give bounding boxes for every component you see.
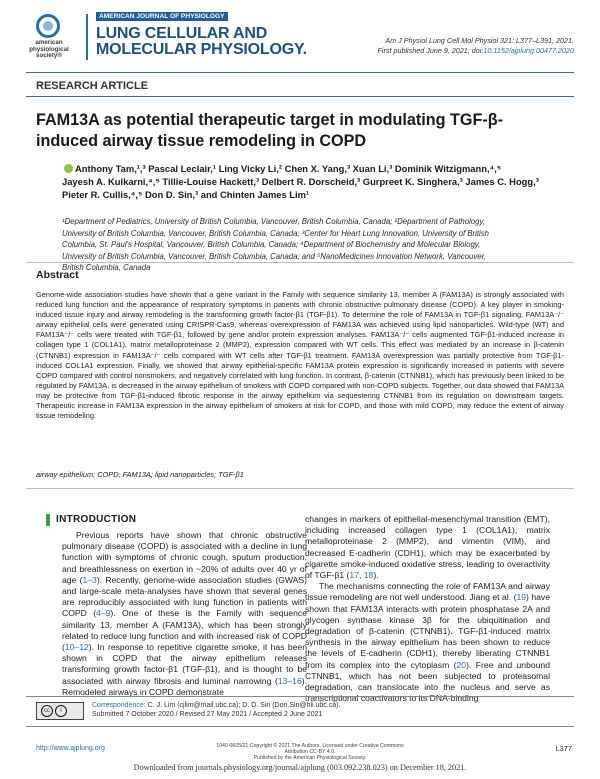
intro-paragraph: Previous reports have shown that chronic obstructive pulmonary disease (COPD) is associated with a decline in lung function with symptoms of chronic cough, sputum production, and breathlessness on exertion in ~20% of adults over 40 yr of age (1–3). Recently, genome-wide association studies (GWAS) and large-scale meta-analyses have shown that several genes are reproducibly associated with lung function in patients with COPD (4–9). One of these is the Family with sequence similarity 13, member A (FAM13A), which has been strongly related to reduce lung function and with increased risk of COPD (10–12). In response to repetitive cigarette smoke, it has been shown in COPD that the airway epithelium releases transforming growth factor-β1 (TGF-β1), and is thought to be associated with airway fibrosis and luminal narrowing (13–16). Remodeled airways in COPD demonstrate: [62, 530, 308, 697]
authors-line3: Pieter R. Cullis,⁴,⁵ Don D. Sin,³ and Chinten James Lim¹: [62, 189, 310, 201]
journal-parent: AMERICAN JOURNAL OF PHYSIOLOGY: [96, 12, 228, 21]
affiliations: [62, 216, 568, 274]
citation-link[interactable]: 20: [456, 659, 467, 670]
journal-title: [96, 26, 336, 58]
abstract-text: Genome-wide association studies have shown that a gene variant in the Family with sequence similarity 13, member A (FAM13A) is strongly associated with reduced lung function and the appearance of respiratory symptoms in patients with chronic obstructive pulmonary disease (COPD). A key player in smoking-induced tissue injury and airway remodeling is the transforming growth factor-β1 (TGF-β1). To determine the role of FAM13A in TGF-β1 signaling, FAM13A⁻/⁻ airway epithelial cells were generated using CRISPR-Cas9, whereas overexpression of FAM13A was achieved using lipid nanoparticles. Wild-type (WT) and FAM13A⁻/⁻ cells were treated with TGF-β1, followed by gene and/or protein expression analyses. FAM13A⁻/⁻ cells augmented TGF-β1-induced increase in collagen type 1 (COL1A1), matrix metalloproteinase 2 (MMP2), expression compared with WT cells. This effect was mediated by an increase in β-catenin (CTNNB1) expression in FAM13A⁻/⁻ cells compared with WT cells after TGF-β1 treatment. FAM13A overexpression was partially protective from TGF-β1-induced COL1A1 expression. Finally, we showed that airway epithelial-specific FAM13A protein expression is significantly increased in patients with severe COPD compared with control nonsmokers, and negatively correlated with lung function. In contrast, β-catenin (CTNNB1), which has previously been linked to be regulated by FAM13A, is decreased in the airway epithelium of smokers with COPD compared with non-COPD subjects. Together, our data showed that FAM13A may be protective from TGF-β1-induced fibrotic response in the airway epithelium via sequestering CTNNB1 from its regulation on downstream targets. Therapeutic increase in FAM13A expression in the airway epithelium of smokers at risk for COPD, and those with mild COPD, may reduce the extent of airway tissue remodeling.: [36, 290, 564, 421]
affiliation-line: University of British Columbia, Vancouver, British Columbia, Canada; ³Center for Heart Lung Innovation, University of British: [62, 228, 489, 238]
society-logo-icon: [36, 14, 60, 38]
keywords-rule: [26, 488, 574, 489]
intro-paragraph: The mechanisms connecting the role of FAM13A and airway tissue remodeling are not well understood. Jiang et al. (19) have shown that FAM13A interacts with protein phosphatase 2A and glycogen synthase kinase 3β for the ubiquitination and degradation of β-catenin (CTNNB1). TGF-β1-induced matrix synthesis in the airway epithelium has been shown to reduce the levels of E-cadherin (CDH1), thereby liberating CTNNB1 from its complex into the cytoplasm (20). Free and unbound CTNNB1, which has not been subjected to proteasomal degradation, can translocate into the nucleus and serve as transcriptional coactivators to its DNA-binding: [305, 581, 550, 704]
citation-line2: First published June 9, 2021; doi:10.1152/ajplung.00477.2020: [377, 46, 574, 55]
citation-link[interactable]: 4–9: [96, 608, 111, 619]
footer-rule: [26, 696, 574, 697]
download-note: Downloaded from journals.physiology.org/journal/ajplung (003.092.238.023) on December 18, 2021.: [133, 763, 467, 772]
affiliation-line: British Columbia, Canada: [62, 263, 151, 273]
citation-link[interactable]: 18: [363, 570, 374, 581]
by-icon: i: [55, 705, 67, 717]
society-logo-text: american physiological society®: [29, 39, 69, 60]
header-rule: [26, 72, 574, 73]
citation-line1: Am J Physiol Lung Cell Mol Physiol 321: L377–L391, 2021.: [385, 36, 574, 45]
authors-line2: Jayesh A. Kulkarni,⁴,⁵ Tillie-Louise Hackett,³ Delbert R. Dorscheid,³ Gurpreet K. Singhera,³ James C. Hogg,³: [62, 176, 539, 188]
page-number: L377: [555, 744, 572, 753]
orcid-icon[interactable]: [64, 164, 73, 173]
affiliation-line: ¹Department of Pediatrics, University of British Columbia, Vancouver, British Columbia, Canada; ²Department of Pathology,: [62, 217, 485, 226]
intro-column-left: [62, 530, 307, 698]
author-list: [62, 162, 562, 202]
citation-link[interactable]: 1–3: [82, 574, 97, 585]
citation-link[interactable]: 13–16: [277, 675, 302, 686]
journal-title-line2: MOLECULAR PHYSIOLOGY.: [96, 41, 307, 58]
affiliation-line: Columbia, St. Paul's Hospital, Vancouver, British Columbia, Canada; ⁴Department of Biochemistry and Molecular Biology,: [62, 240, 481, 250]
intro-heading: INTRODUCTION: [56, 514, 137, 525]
citation: [334, 36, 574, 56]
doi-link[interactable]: 10.1152/ajplung.00477.2020: [483, 46, 574, 55]
copyright-notice: 1040-0605/21 Copyright © 2021 The Authors. Licensed under Creative Commons Attribution CC-BY 4.0. Published by the American Physiological Society.: [216, 743, 404, 762]
footer-rule-lower: [26, 726, 574, 727]
journal-title-line1: LUNG CELLULAR AND: [96, 25, 268, 42]
article-type-rule: [26, 96, 574, 97]
intro-column-right: [305, 514, 550, 704]
abstract-rule: [26, 262, 574, 263]
header-divider: [86, 14, 88, 60]
citation-link[interactable]: 19: [516, 592, 527, 603]
intro-paragraph: changes in markers of epithelial-mesenchymal transition (EMT), including increased collagen type 1 (COL1A1), matrix metalloproteinase 2 (MMP2), and vimentin (VIM), and decreased E-cadherin (CDH1), which may be exacerbated by cigarette smoke-induced oxidative stress, leading to overactivity of TGF-β1 (17, 18).: [305, 514, 550, 581]
section-marker: [46, 514, 50, 526]
affiliation-line: University of British Columbia, Vancouver, British Columbia, Canada; and ⁵NanoMedicines Innovation Network, Vancouver,: [62, 251, 486, 261]
cc-license-icon[interactable]: [36, 702, 84, 720]
article-type: RESEARCH ARTICLE: [36, 80, 149, 92]
journal-website-link[interactable]: http://www.ajplung.org: [36, 745, 105, 752]
article-title: FAM13A as potential therapeutic target in modulating TGF-β-induced airway tissue remodeling in COPD: [36, 111, 504, 150]
citation-link[interactable]: 10–12: [64, 642, 89, 653]
authors-line1: Anthony Tam,¹,³ Pascal Leclair,¹ Ling Vicky Li,² Chen X. Yang,³ Xuan Li,³ Dominik Witzigmann,⁴,⁵: [62, 162, 562, 175]
abstract-heading: Abstract: [36, 269, 79, 281]
citation-link[interactable]: 17: [349, 570, 359, 581]
keywords: airway epithelium; COPD; FAM13A; lipid nanoparticles; TGF-β1: [36, 470, 244, 479]
correspondence: Correspondence: C. J. Lim (cjlim@mail.ubc.ca); D. D. Sin (Don.Sin@hli.ubc.ca). Submitted 7 October 2020 / Revised 27 May 2021 / Accepted 2 June 2021: [92, 701, 562, 719]
submission-dates: Submitted 7 October 2020 / Revised 27 May 2021 / Accepted 2 June 2021: [92, 711, 323, 718]
cc-icon: cc: [41, 705, 53, 717]
